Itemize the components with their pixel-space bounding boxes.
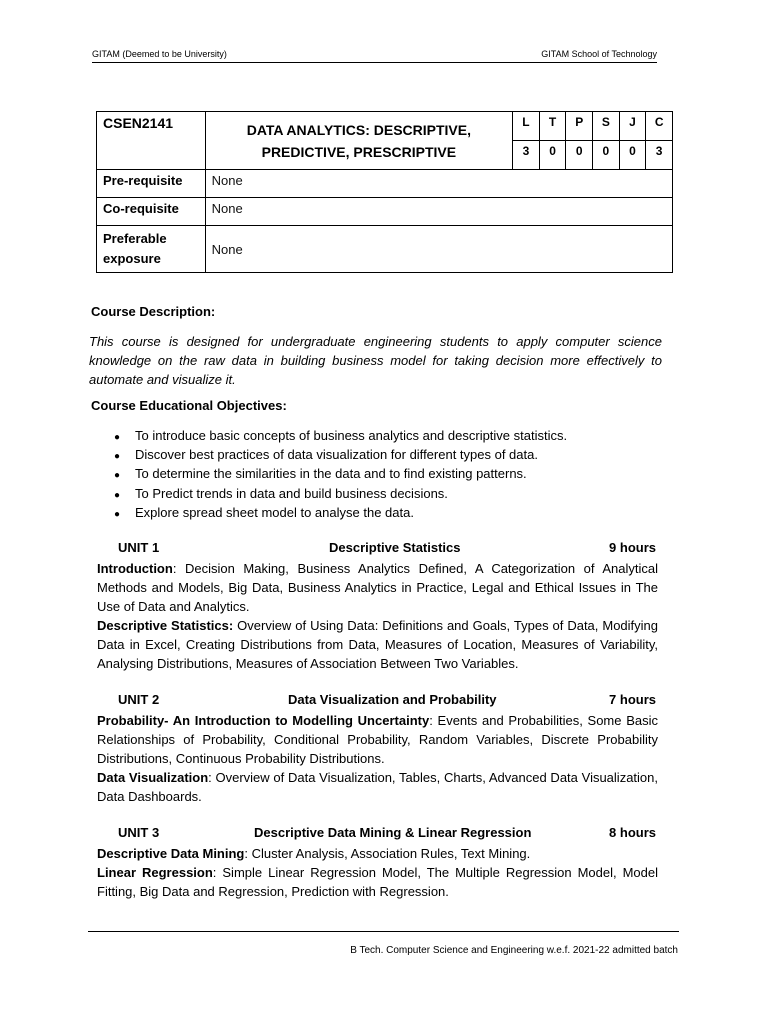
unit-2-heading: [118, 692, 656, 710]
ltp-label-s: S: [593, 112, 620, 141]
prerequisite-label: Pre-requisite: [97, 170, 206, 198]
unit-1-label: UNIT 1: [118, 540, 160, 555]
page-header: [92, 49, 657, 63]
course-title-line2: PREDICTIVE, PRESCRIPTIVE: [261, 143, 457, 160]
bullet-icon: ●: [114, 432, 121, 443]
preferable-label-line1: Preferable: [103, 231, 167, 246]
course-description-title: Course Description:: [91, 304, 216, 319]
preferable-label-line2: exposure: [103, 251, 161, 266]
objectives-title: Course Educational Objectives:: [91, 398, 287, 413]
unit-2-para-2-head: Data Visualization: [97, 770, 209, 785]
header-school: GITAM School of Technology: [541, 49, 657, 59]
bullet-icon: ●: [114, 451, 121, 463]
unit-3-para-1-head: Descriptive Data Mining: [97, 846, 245, 861]
list-item: [114, 484, 567, 503]
unit-1-para-2-text: Overview of Using Data: Definitions and Goals, Types of Data, Modifying Data in Excel, Creating Distributions from Data, Measures of Location, Measures of Variability, Analysing Distributions, Measures of Association Between Two Variables.: [97, 618, 658, 671]
bullet-icon: ●: [114, 470, 121, 482]
ltp-value-c: 3: [646, 141, 673, 170]
prerequisite-value: None: [205, 170, 672, 198]
unit-2-para-1-text: : Events and Probabilities, Some Basic Relationships of Probability, Conditional Probability, Random Variables, Discrete Probability Distributions, Continuous Probability Distributions.: [97, 713, 658, 766]
course-title: [205, 112, 512, 170]
objective-text: Discover best practices of data visualization for different types of data.: [135, 447, 538, 463]
ltp-label-j: J: [619, 112, 646, 141]
ltp-value-j: 0: [619, 141, 646, 170]
corequisite-value: None: [205, 198, 672, 226]
unit-2-hours: 7 hours: [609, 692, 656, 707]
unit-3-para-2: [97, 863, 658, 901]
footer-divider: [88, 931, 679, 932]
unit-2-title: Data Visualization and Probability: [288, 692, 497, 707]
corequisite-label: Co-requisite: [97, 198, 206, 226]
course-title-line1: DATA ANALYTICS: DESCRIPTIVE,: [246, 121, 471, 138]
header-university: GITAM (Deemed to be University): [92, 49, 227, 59]
bullet-icon: ●: [114, 508, 121, 520]
list-item: [114, 503, 567, 522]
unit-3-para-2-text: : Simple Linear Regression Model, The Multiple Regression Model, Model Fitting, Big Data and Regression, Prediction with Regression.: [97, 865, 658, 899]
preferable-exposure-value: None: [205, 226, 672, 273]
list-item: [114, 426, 567, 445]
unit-2-para-1: [97, 711, 658, 768]
course-info-table: [96, 111, 673, 273]
unit-1-para-1-text: : Decision Making, Business Analytics Defined, A Categorization of Analytical Methods and Models, Big Data, Business Analytics in Practice, Legal and Ethical Issues in The Use of Data and Analytics.: [97, 561, 658, 614]
unit-1-para-2-head: Descriptive Statistics:: [97, 618, 234, 633]
ltp-label-p: P: [566, 112, 593, 141]
unit-3-para-1: [97, 844, 658, 863]
unit-1-para-1-head: Introduction: [97, 561, 173, 576]
unit-3-heading: [118, 825, 656, 843]
unit-2-para-1-head: Probability- An Introduction to Modelling Uncertainty: [97, 713, 430, 728]
bullet-icon: ●: [114, 489, 121, 501]
course-code: CSEN2141: [97, 112, 206, 170]
unit-1-hours: 9 hours: [609, 540, 656, 555]
unit-1-para-2: [97, 616, 658, 673]
unit-3-label: UNIT 3: [118, 825, 160, 840]
ltp-label-c: C: [646, 112, 673, 141]
ltp-value-p: 0: [566, 141, 593, 170]
unit-1-title: Descriptive Statistics: [329, 540, 461, 555]
ltp-value-t: 0: [539, 141, 566, 170]
ltp-label-t: T: [539, 112, 566, 141]
unit-2-para-2-text: : Overview of Data Visualization, Tables, Charts, Advanced Data Visualization, Data Dashboards.: [97, 770, 658, 804]
unit-2-label: UNIT 2: [118, 692, 160, 707]
objectives-list: [114, 426, 567, 522]
unit-1-heading: [118, 540, 656, 558]
list-item: [114, 464, 567, 483]
unit-3-para-2-head: Linear Regression: [97, 865, 213, 880]
ltp-label-l: L: [513, 112, 540, 141]
unit-3-para-1-text: : Cluster Analysis, Association Rules, Text Mining.: [244, 846, 531, 861]
preferable-exposure-label: [97, 226, 206, 273]
unit-1-para-1: [97, 559, 658, 616]
objective-text: To determine the similarities in the data and to find existing patterns.: [135, 466, 527, 482]
page-footer: B Tech. Computer Science and Engineering w.e.f. 2021-22 admitted batch: [350, 945, 678, 956]
objective-text: To introduce basic concepts of business analytics and descriptive statistics.: [135, 428, 568, 443]
unit-3-title: Descriptive Data Mining & Linear Regression: [254, 825, 532, 840]
ltp-value-l: 3: [513, 141, 540, 170]
objective-text: Explore spread sheet model to analyse the data.: [135, 504, 414, 520]
unit-2-para-2: [97, 768, 658, 806]
list-item: [114, 445, 567, 464]
objective-text: To Predict trends in data and build business decisions.: [135, 485, 448, 501]
unit-3-hours: 8 hours: [609, 825, 656, 840]
ltp-value-s: 0: [593, 141, 620, 170]
course-description-text: This course is designed for undergraduate engineering students to apply computer science knowledge on the raw data in building business model for taking decision more effectively to automate and visualize it.: [89, 334, 662, 387]
